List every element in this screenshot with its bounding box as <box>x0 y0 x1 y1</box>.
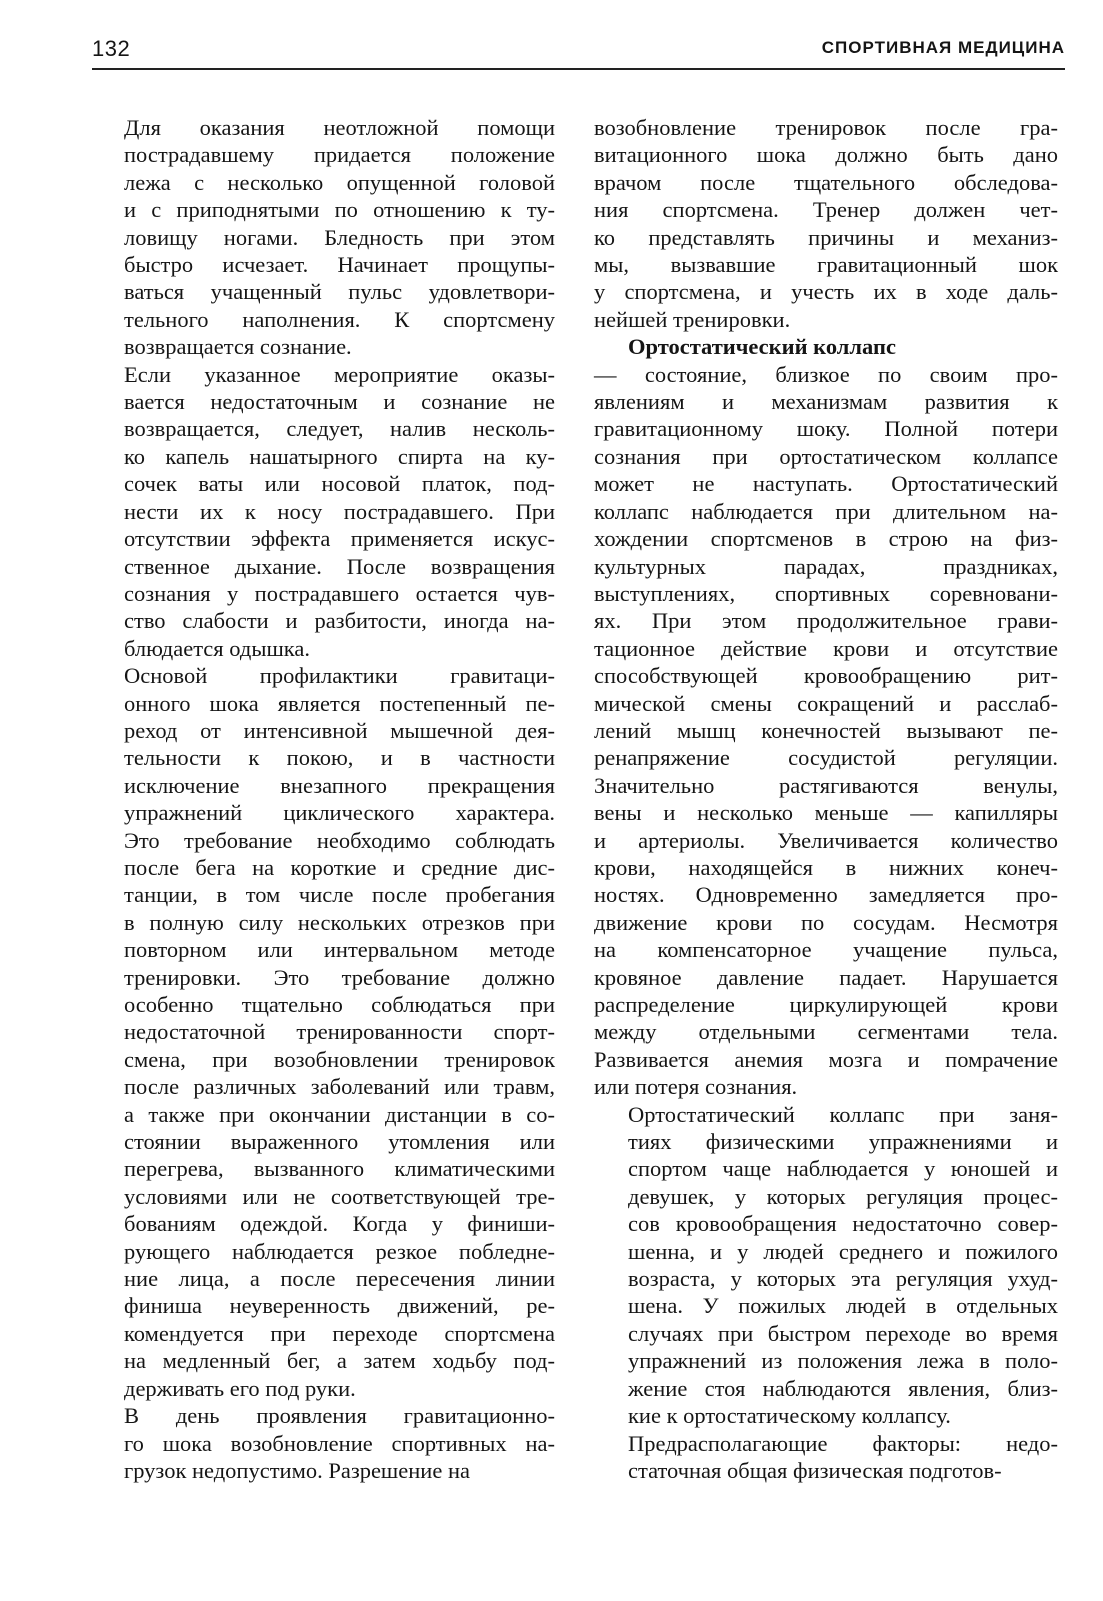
text-line: ния спортсмена. Тренер должен чет- <box>594 197 1058 223</box>
text-line: ренапряжение сосудистой регуляции. <box>594 745 1058 771</box>
text-line: выступлениях, спортивных соревновани- <box>594 580 1058 606</box>
body-paragraph <box>594 114 1058 333</box>
text-line: Если указанное мероприятие оказы- <box>124 361 555 387</box>
text-line: быстро исчезает. Начинает прощупы- <box>124 252 555 278</box>
text-line: отсутствии эффекта применяется искус- <box>124 526 555 552</box>
text-line: Для оказания неотложной помощи <box>124 115 555 140</box>
text-line: Значительно растягиваются венулы, <box>594 772 1058 798</box>
text-line: грузок недопустимо. Разрешение на <box>124 1457 470 1483</box>
text-line: после бега на короткие и средние дис- <box>124 854 555 880</box>
text-line: исключение внезапного прекращения <box>124 772 555 798</box>
text-line: условиями или не соответствующей тре- <box>124 1183 555 1209</box>
text-line: после различных заболеваний или травм, <box>124 1074 555 1100</box>
text-line: движение крови по сосудам. Несмотря <box>594 909 1058 935</box>
text-line: случаях при быстром переходе во время <box>628 1320 1058 1346</box>
text-line: упражнений из положения лежа в поло- <box>628 1348 1058 1374</box>
text-line: тельного наполнения. К спортсмену <box>124 306 555 332</box>
text-line: Развивается анемия мозга и помрачение <box>594 1046 1058 1072</box>
text-line: реход от интенсивной мышечной дея- <box>124 717 555 743</box>
text-line: нести их к носу пострадавшего. При <box>124 498 555 524</box>
text-line: ловищу ногами. Бледность при этом <box>124 224 555 250</box>
text-line: ко капель нашатырного спирта на ку- <box>124 443 555 469</box>
text-line: пострадавшему придается положение <box>124 142 555 168</box>
text-line: возраста, у которых эта регуляция ухуд- <box>628 1266 1058 1292</box>
page-number: 132 <box>92 36 131 61</box>
text-line: кие к ортостатическому коллапсу. <box>628 1403 951 1429</box>
text-line: распределение циркулирующей крови <box>594 992 1058 1017</box>
text-line: тельности к покою, и в частности <box>124 745 555 771</box>
text-line: крови, находящейся в нижних конеч- <box>594 854 1058 880</box>
text-line: нейшей тренировки. <box>594 306 791 332</box>
text-line: финиша неуверенность движений, ре- <box>124 1293 555 1319</box>
body-paragraph <box>594 1430 1058 1485</box>
text-line: хождении спортсменов в строю на физ- <box>594 526 1058 552</box>
body-paragraph <box>594 361 1058 1101</box>
text-line: сознания у пострадавшего остается чув- <box>124 580 555 606</box>
right-column-text <box>594 114 1058 1484</box>
text-line: В день проявления гравитационно- <box>124 1403 555 1429</box>
text-line: в полную силу нескольких отрезков при <box>124 909 555 935</box>
text-line: а также при окончании дистанции в со- <box>124 1101 555 1127</box>
text-line: на медленный бег, а затем ходьбу под- <box>124 1348 555 1374</box>
text-line: повторном или интервальном методе <box>124 937 555 963</box>
body-paragraph <box>90 1402 555 1484</box>
text-line: сочек ваты или носовой платок, под- <box>124 471 555 497</box>
body-paragraph <box>594 1101 1058 1430</box>
text-line: — состояние, близкое по своим про- <box>594 361 1058 387</box>
text-line: недостаточной тренированности спорт- <box>124 1019 555 1045</box>
text-line: шена. У пожилых людей в отдельных <box>628 1293 1058 1319</box>
text-line: возвращается, следует, налив несколь- <box>124 416 555 442</box>
text-line: способствующей кровообращению рит- <box>594 663 1058 689</box>
text-line: комендуется при переходе спортсмена <box>124 1320 555 1346</box>
text-line: рующего наблюдается резкое побледне- <box>124 1238 555 1264</box>
text-line: и артериолы. Увеличивается количество <box>594 827 1058 853</box>
text-line: статочная общая физическая подготов- <box>628 1457 1002 1483</box>
text-line: ваться учащенный пульс удовлетвори- <box>124 279 555 305</box>
header-rule <box>92 68 1065 70</box>
text-line: сознания при ортостатическом коллапсе <box>594 443 1058 469</box>
text-line: у спортсмена, и учесть их в ходе даль- <box>594 279 1058 305</box>
text-line: ственное дыхание. После возвращения <box>124 553 555 579</box>
text-line: или потеря сознания. <box>594 1074 798 1100</box>
text-line: ностях. Одновременно замедляется про- <box>594 882 1058 908</box>
body-paragraph <box>90 361 555 662</box>
section-heading: Ортостатический коллапс <box>628 334 896 360</box>
text-line: жение стоя наблюдаются явления, близ- <box>628 1375 1058 1401</box>
text-line: мы, вызвавшие гравитационный шок <box>594 252 1058 278</box>
text-line: гравитационному шоку. Полной потери <box>594 416 1058 442</box>
text-line: смена, при возобновлении тренировок <box>124 1046 555 1072</box>
text-line: возобновление тренировок после гра- <box>594 115 1058 140</box>
text-line: на компенсаторное учащение пульса, <box>594 937 1058 963</box>
text-line: коллапс наблюдается при длительном на- <box>594 498 1058 524</box>
text-line: стоянии выраженного утомления или <box>124 1129 555 1155</box>
text-line: ях. При этом продолжительное грави- <box>594 608 1058 634</box>
body-paragraph <box>90 114 555 361</box>
text-line: вается недостаточным и сознание не <box>124 389 555 415</box>
text-line: врачом после тщательного обследова- <box>594 169 1058 195</box>
text-line: тиях физическими упражнениями и <box>628 1129 1058 1155</box>
text-line: культурных парадах, праздниках, <box>594 553 1058 579</box>
running-title: СПОРТИВНАЯ МЕДИЦИНА <box>821 38 1065 57</box>
text-line: го шока возобновление спортивных на- <box>124 1430 555 1456</box>
text-line: витационного шока должно быть дано <box>594 142 1058 168</box>
text-line: спортом чаще наблюдается у юношей и <box>628 1156 1058 1182</box>
text-line: особенно тщательно соблюдаться при <box>124 992 555 1017</box>
text-line: девушек, у которых регуляция процес- <box>628 1183 1058 1209</box>
text-line: возвращается сознание. <box>124 334 352 360</box>
text-line: Это требование необходимо соблюдать <box>124 827 555 853</box>
text-line: танции, в том числе после пробегания <box>124 882 555 908</box>
text-line: кровяное давление падает. Нарушается <box>594 964 1058 990</box>
text-line: Основой профилактики гравитаци- <box>124 663 555 689</box>
text-line: лежа с несколько опущенной головой <box>124 169 555 195</box>
text-line: бованиям одеждой. Когда у финиши- <box>124 1211 555 1237</box>
text-line: ко представлять причины и механиз- <box>594 224 1058 250</box>
text-line: мической смены сокращений и расслаб- <box>594 690 1058 716</box>
text-line: ство слабости и разбитости, иногда на- <box>124 608 555 634</box>
right-column <box>594 114 1058 1484</box>
text-line: тренировки. Это требование должно <box>124 964 555 990</box>
text-line: перегрева, вызванного климатическими <box>124 1156 555 1182</box>
text-line: тационное действие крови и отсутствие <box>594 635 1058 661</box>
text-line: может не наступать. Ортостатический <box>594 471 1058 497</box>
text-line: сов кровообращения недостаточно совер- <box>628 1211 1058 1237</box>
text-line: Предрасполагающие факторы: недо- <box>628 1430 1058 1456</box>
text-line: блюдается одышка. <box>124 635 310 661</box>
text-line: онного шока является постепенный пе- <box>124 690 555 716</box>
body-paragraph <box>90 662 555 1402</box>
text-line: ние лица, а после пересечения линии <box>124 1266 555 1292</box>
text-line: и с приподнятыми по отношению к ту- <box>124 197 555 223</box>
text-line: явлениям и механизмам развития к <box>594 389 1058 415</box>
left-column-text <box>90 114 555 1484</box>
text-line: между отдельными сегментами тела. <box>594 1019 1058 1045</box>
left-column <box>90 114 555 1484</box>
text-line: вены и несколько меньше — капилляры <box>594 800 1058 826</box>
text-line: шенна, и у людей среднего и пожилого <box>628 1238 1058 1264</box>
text-line: лений мышц конечностей вызывают пе- <box>594 717 1058 743</box>
text-line: Ортостатический коллапс при заня- <box>628 1101 1058 1127</box>
text-line: держивать его под руки. <box>124 1375 356 1401</box>
text-line: упражнений циклического характера. <box>124 800 555 826</box>
